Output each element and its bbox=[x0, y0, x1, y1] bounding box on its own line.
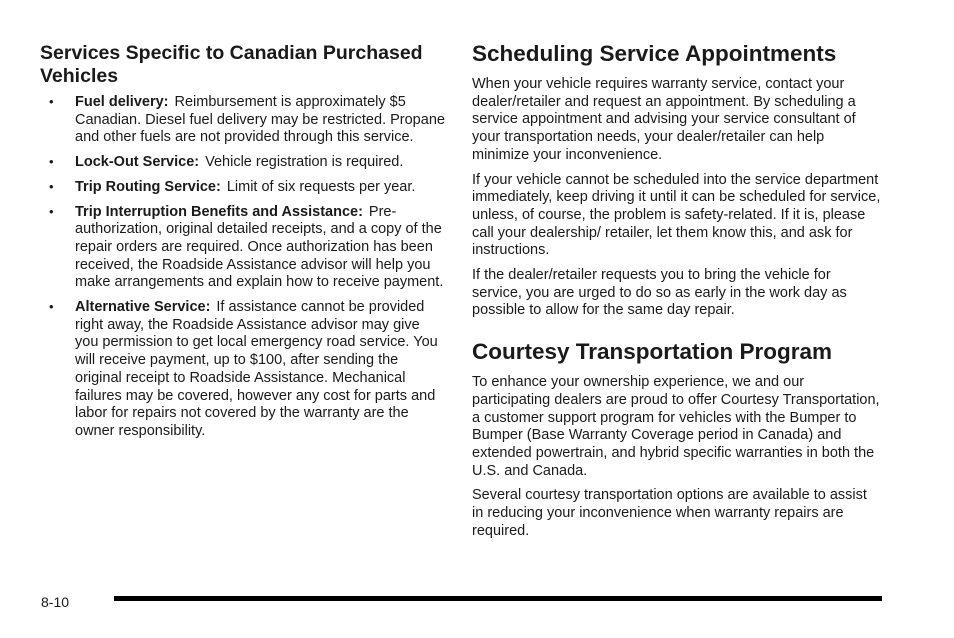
bullet-text: If assistance cannot be provided right away, the Roadside Assistance advisor may give you permission to get local emergency road service. You will receive payment, up to $100, after sending the original receipt to Roadside Assistance. Mechanical failures may be covered, however any cost for parts and labor for repairs not covered by the warranty are the owner responsibility. bbox=[75, 299, 438, 439]
bullet-icon: • bbox=[49, 203, 54, 219]
paragraph: If the dealer/retailer requests you to bring the vehicle for service, you are urged to do so as early in the work day as possible to allow for the same day repair. bbox=[472, 267, 847, 319]
bullet-label: Trip Interruption Benefits and Assistance: bbox=[75, 203, 363, 220]
list-item bbox=[40, 299, 445, 441]
bullet-icon: • bbox=[49, 94, 54, 109]
bullet-label: Fuel delivery: bbox=[75, 94, 169, 110]
list-item bbox=[40, 94, 445, 147]
footer-divider bbox=[114, 596, 882, 601]
scheduling-heading: Scheduling Service Appointments bbox=[472, 41, 837, 66]
list-item bbox=[40, 204, 445, 293]
bullet-label: Lock-Out Service: bbox=[75, 154, 200, 171]
paragraph: When your vehicle requires warranty service, contact your dealer/retailer and request an appointment. By scheduling a service appointment and advising your service consultant of your transportation needs, your dealer/retailer can help minimize your inconvenience. bbox=[472, 76, 856, 163]
courtesy-heading: Courtesy Transportation Program bbox=[472, 339, 833, 365]
page-number: 8-10 bbox=[41, 594, 70, 610]
bullet-icon: • bbox=[49, 299, 54, 315]
bullet-label: Trip Routing Service: bbox=[75, 178, 221, 195]
canadian-services-list bbox=[40, 94, 445, 441]
bullet-text: Vehicle registration is required. bbox=[205, 154, 404, 171]
bullet-label: Alternative Service: bbox=[75, 299, 211, 316]
list-item bbox=[40, 179, 445, 197]
bullet-icon: • bbox=[49, 154, 54, 170]
paragraph: To enhance your ownership experience, we and our participating dealers are proud to offer Courtesy Transportation, a customer support program for vehicles with the Bumper to Bumper (Base Warranty Coverage period in Canada) and extended powertrain, and hybrid specific warranties in both the U.S. and Canada. bbox=[472, 374, 880, 479]
bullet-icon: • bbox=[49, 178, 54, 194]
paragraph: If your vehicle cannot be scheduled into the service department immediately, keep driving it until it can be scheduled for service, unless, of course, the problem is safety-related. If it is, please call your dealership/ retailer, let them know this, and ask for instructions. bbox=[472, 171, 881, 259]
bullet-text: Limit of six requests per year. bbox=[226, 178, 416, 195]
canadian-services-heading: Services Specific to Canadian Purchased Vehicles bbox=[40, 42, 423, 87]
left-column bbox=[40, 42, 445, 448]
bullet-text: Reimbursement is approximately $5 Canadian. Diesel fuel delivery may be restricted. Propane and other fuels are not provided through this service. bbox=[75, 94, 445, 146]
bullet-text: Pre-authorization, original detailed receipts, and a copy of the repair orders are required. Once authorization has been received, the Roadside Assistance advisor will help you make arrangements and explain how to receive payment. bbox=[75, 203, 444, 291]
list-item bbox=[40, 154, 445, 172]
paragraph: Several courtesy transportation options are available to assist in reducing your inconvenience when warranty repairs are required. bbox=[472, 487, 867, 539]
right-column bbox=[472, 40, 882, 547]
